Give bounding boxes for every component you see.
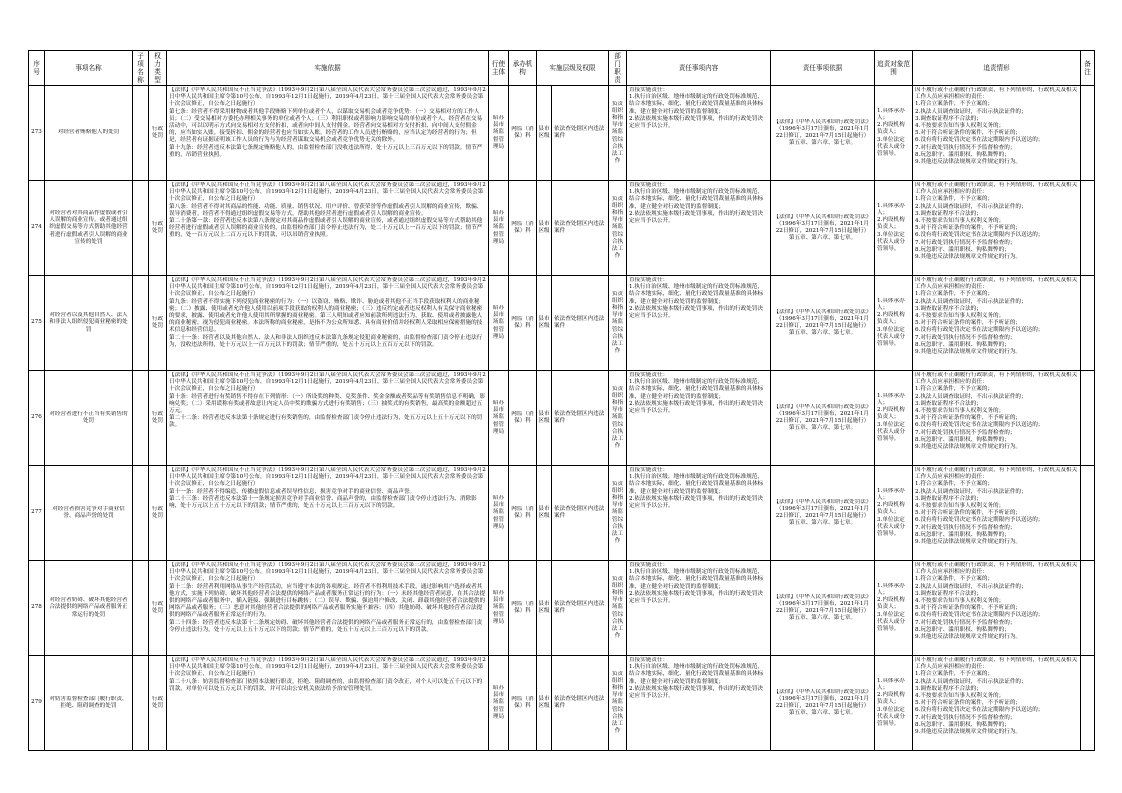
cell-circumstance: [913, 656, 1081, 751]
cell-sub-item: [133, 86, 149, 181]
cell-target-text: 1.具体承办人； 2.内设机构负责人； 3.单位法定代表人或分管领导。: [877, 677, 905, 727]
cell-resp-content-text: 直接实施责任： 1.执行自治区级、地州市级制定的行政处罚标准规范，结合本地实际，细化、量化行政处罚裁量基准的具体标准，建立健全对行政处罚的监督制度； 2.依法依规实施本级行政处罚事项，作出的行政处罚决定应当予以公开。: [629, 657, 764, 700]
cell-sub-item: [133, 656, 149, 751]
cell-basis-text: 【法律】《中华人民共和国反不正当竞争法》（1993年9月2日第八届全国人民代表大会常务委员会第三次会议通过，1993年9月2日中华人民共和国主席令第10号公布，自1993年12月1日起施行，2019年4月23日，第十三届全国人民代表大会常务委员会第十次会议修正，自公布之日起施行） 第十二条：经营者利用网络从事生产经营活动，应当遵守本法的各项规定。经营者不得利用技术手段，通过影响用户选择或者其他方式，实施下列妨碍、破坏其他经营者合法提供的网络产品或者服务正常运行的行为：（一）未经其他经营者同意，在其合法提供的网络产品或者服务中，插入链接、强制进行目标跳转；（二）误导、欺骗、强迫用户修改、关闭、卸载其他经营者合法提供的网络产品或者服务；（三）恶意对其他经营者合法提供的网络产品或者服务实施不兼容；（四）其他妨碍、破坏其他经营者合法提供的网络产品或者服务正常运行的行为。 第二十四条：经营者违反本法第十二条规定妨碍、破坏其他经营者合法提供的网络产品或者服务正常运行的，由监督检查部门责令停止违法行为，处十万元以上五十万元以下的罚款；情节严重的，处五十万元以上三百万元以下的罚款。: [169, 562, 486, 633]
cell-level: [537, 276, 609, 371]
table-row: [29, 276, 1095, 371]
cell-subject-text: 昭苏县市场监督管理局: [492, 209, 505, 245]
cell-power-type: [149, 371, 167, 466]
table-row: [29, 656, 1095, 751]
cell-basis: [167, 656, 489, 751]
cell-dept-duty: [609, 466, 627, 561]
cell-level: [537, 656, 609, 751]
responsibility-table: [28, 50, 1095, 751]
cell-seq-text: 275: [31, 319, 42, 326]
cell-subject: [489, 561, 509, 656]
cell-power-type-text: 行政处罚: [151, 410, 164, 424]
cell-power-type-text: 行政处罚: [151, 505, 164, 519]
cell-subject: [489, 656, 509, 751]
cell-subject-text: 昭苏县市场监督管理局: [492, 494, 505, 530]
cell-dept-duty: [609, 86, 627, 181]
cell-dept-duty: [609, 656, 627, 751]
level-scope: 依法查处辖区内违法案件: [554, 695, 605, 709]
cell-resp-content: [627, 181, 771, 276]
cell-dept-duty-text: 负责组织和指导市场监管综合执法工作: [611, 385, 624, 450]
cell-level: [537, 181, 609, 276]
cell-circumstance: [913, 276, 1081, 371]
cell-power-type: [149, 181, 167, 276]
table-row: [29, 371, 1095, 466]
header-name: 事项名称: [45, 51, 133, 86]
header-basis: 实施依据: [167, 51, 489, 86]
cell-target-text: 1.具体承办人； 2.内设机构负责人； 3.单位法定代表人或分管领导。: [877, 297, 905, 347]
cell-subject-text: 昭苏县市场监督管理局: [492, 114, 505, 150]
cell-resp-content: [627, 466, 771, 561]
cell-circumstance: [913, 371, 1081, 466]
cell-dept-duty-text: 负责组织和指导市场监管综合执法工作: [611, 480, 624, 545]
header-target: 追责对象范围: [875, 51, 913, 86]
header-power-type: 权力类型: [149, 51, 167, 86]
cell-remark: [1081, 276, 1095, 371]
cell-basis-text: 【法律】《中华人民共和国反不正当竞争法》（1993年9月2日第八届全国人民代表大会常务委员会第三次会议通过，1993年9月2日中华人民共和国主席令第10号公布，自1993年12月1日起施行，2019年4月23日，第十三届全国人民代表大会常务委员会第十次会议修正，自公布之日起施行） 第十一条：经营者不得编造、传播虚假信息或者误导性信息，损害竞争对手的商业信誉、商品声誉。 第二十三条：经营者违反本法第十一条规定损害竞争对手商业信誉、商品声誉的，由监督检查部门责令停止违法行为、消除影响，处十万元以上五十万元以下的罚款；情节严重的，处五十万元以上三百万元以下的罚款。: [169, 467, 486, 510]
cell-power-type: [149, 656, 167, 751]
cell-seq-text: 279: [31, 699, 42, 706]
cell-remark: [1081, 656, 1095, 751]
level-scope: 依法查处辖区内违法案件: [554, 600, 605, 614]
cell-target-text: 1.具体承办人； 2.内设机构负责人； 3.单位法定代表人或分管领导。: [877, 582, 905, 632]
level-scope: 依法查处辖区内违法案件: [554, 125, 605, 139]
cell-item-name-text: 对经营者对其商品作虚假或者引人误解的商业宣传，或者通过组织虚假交易等方式帮助其他经营者进行虚假或者引人误解的商业宣传的处罚: [49, 209, 128, 245]
cell-circumstance-text: 因不履行或不正确履行行政职责，有下列情形的，行政机关及相关工作人员应承担相应的责任： 1.符合立案条件，不予立案的； 2.执法人员调查取证时，不出示执法证件的； 3.调查取证程序不合法的； 4.不按要求告知当事人权利义务的； 5.对于符合听证条件的案件，不予听证的； 6.没有将行政处罚决定书在法定期限内予以送达的； 7.对行政处罚执行情况不予监督检查的； 8.玩忽职守、滥用职权、徇私舞弊的； 9.其他违反法律法规规章文件规定的行为。: [915, 657, 1078, 736]
cell-resp-basis: [771, 86, 875, 181]
cell-target-text: 1.具体承办人； 2.内设机构负责人； 3.单位法定代表人或分管领导。: [877, 392, 905, 442]
cell-remark: [1081, 181, 1095, 276]
level-scope: 依法查处辖区内违法案件: [554, 410, 605, 424]
cell-resp-basis-text: 【法律】《中华人民共和国行政处罚法》（1996年3月17日颁布，2021年1月22日修订，2021年7月15日起施行） 第五章、第六章、第七章。: [773, 593, 872, 622]
cell-dept-duty-text: 负责组织和指导市场监管综合执法工作: [611, 195, 624, 260]
cell-resp-basis: [771, 181, 875, 276]
cell-org-text: 网监（消保）科: [511, 505, 534, 519]
cell-resp-basis: [771, 656, 875, 751]
cell-dept-duty-text: 负责组织和指导市场监管综合执法工作: [611, 575, 624, 640]
header-level: 实施层级及权限: [537, 51, 609, 86]
level-code: 县市区级: [537, 466, 552, 560]
header-circumstance: 追责情形: [913, 51, 1081, 86]
cell-subject-text: 昭苏县市场监督管理局: [492, 684, 505, 720]
cell-seq-text: 273: [31, 129, 42, 136]
cell-item-name: [45, 561, 133, 656]
cell-seq: [29, 656, 45, 751]
cell-remark: [1081, 371, 1095, 466]
cell-power-type: [149, 276, 167, 371]
cell-resp-content: [627, 371, 771, 466]
cell-item-name-text: 对妨害监督检查部门履行职责，拒绝、阻碍调查的处罚: [49, 695, 128, 709]
cell-level: [537, 561, 609, 656]
cell-circumstance-text: 因不履行或不正确履行行政职责，有下列情形的，行政机关及相关工作人员应承担相应的责任： 1.符合立案条件，不予立案的； 2.执法人员调查取证时，不出示执法证件的； 3.调查取证程序不合法的； 4.不按要求告知当事人权利义务的； 5.对于符合听证条件的案件，不予听证的； 6.没有将行政处罚决定书在法定期限内予以送达的； 7.对行政处罚执行情况不予监督检查的； 8.玩忽职守、滥用职权、徇私舞弊的； 9.其他违反法律法规规章文件规定的行为。: [915, 467, 1078, 546]
cell-resp-basis-text: 【法律】《中华人民共和国行政处罚法》（1996年3月17日颁布，2021年1月22日修订，2021年7月15日起施行） 第五章、第六章、第七章。: [773, 688, 872, 717]
level-code: 县市区级: [537, 561, 552, 655]
cell-resp-basis-text: 【法律】《中华人民共和国行政处罚法》（1996年3月17日颁布，2021年1月22日修订，2021年7月15日起施行） 第五章、第六章、第七章。: [773, 213, 872, 242]
cell-target-text: 1.具体承办人； 2.内设机构负责人； 3.单位法定代表人或分管领导。: [877, 202, 905, 252]
cell-power-type-text: 行政处罚: [151, 220, 164, 234]
cell-circumstance-text: 因不履行或不正确履行行政职责，有下列情形的，行政机关及相关工作人员应承担相应的责任： 1.符合立案条件，不予立案的； 2.执法人员调查取证时，不出示执法证件的； 3.调查取证程序不合法的； 4.不按要求告知当事人权利义务的； 5.对于符合听证条件的案件，不予听证的； 6.没有将行政处罚决定书在法定期限内予以送达的； 7.对行政处罚执行情况不予监督检查的； 8.玩忽职守、滥用职权、徇私舞弊的； 9.其他违反法律法规规章文件规定的行为。: [915, 372, 1078, 451]
cell-item-name: [45, 371, 133, 466]
cell-org: [509, 181, 537, 276]
cell-resp-basis: [771, 561, 875, 656]
table-row: [29, 561, 1095, 656]
cell-org-text: 网监（消保）科: [511, 220, 534, 234]
cell-basis: [167, 561, 489, 656]
table-row: [29, 181, 1095, 276]
cell-basis: [167, 181, 489, 276]
cell-basis-text: 【法律】《中华人民共和国反不正当竞争法》（1993年9月2日第八届全国人民代表大会常务委员会第三次会议通过，1993年9月2日中华人民共和国主席令第10号公布，自1993年12月1日起施行，2019年4月23日，第十三届全国人民代表大会常务委员会第十次会议修正，自公布之日起施行） 第八条：经营者不得对其商品的性能、功能、质量、销售状况、用户评价、曾获荣誉等作虚假或者引人误解的商业宣传，欺骗、误导消费者。经营者不得通过组织虚假交易等方式，帮助其他经营者进行虚假或者引人误解的商业宣传。 第二十条第一款：经营者违反本法第八条规定对其商品作虚假或者引人误解的商业宣传，或者通过组织虚假交易等方式帮助其他经营者进行虚假或者引人误解的商业宣传的，由监督检查部门责令停止违法行为，处二十万元以上一百万元以下的罚款；情节严重的，处一百万元以上二百万元以下的罚款，可以吊销营业执照。: [169, 182, 486, 239]
cell-seq: [29, 276, 45, 371]
cell-dept-duty-text: 负责组织和指导市场监管综合执法工作: [611, 290, 624, 355]
cell-subject: [489, 466, 509, 561]
cell-seq: [29, 181, 45, 276]
cell-dept-duty-text: 负责组织和指导市场监管综合执法工作: [611, 670, 624, 735]
cell-item-name-text: 对经营者以及其他自然人、法人和非法人组织侵犯商业秘密的处罚: [49, 312, 128, 333]
header-dept-duty: 部门职责: [609, 51, 627, 86]
cell-item-name: [45, 466, 133, 561]
cell-dept-duty: [609, 371, 627, 466]
cell-sub-item: [133, 561, 149, 656]
cell-circumstance: [913, 466, 1081, 561]
cell-subject-text: 昭苏县市场监督管理局: [492, 304, 505, 340]
cell-sub-item: [133, 371, 149, 466]
cell-circumstance-text: 因不履行或不正确履行行政职责，有下列情形的，行政机关及相关工作人员应承担相应的责任： 1.符合立案条件，不予立案的； 2.执法人员调查取证时，不出示执法证件的； 3.调查取证程序不合法的； 4.不按要求告知当事人权利义务的； 5.对于符合听证条件的案件，不予听证的； 6.没有将行政处罚决定书在法定期限内予以送达的； 7.对行政处罚执行情况不予监督检查的； 8.玩忽职守、滥用职权、徇私舞弊的； 9.其他违反法律法规规章文件规定的行为。: [915, 182, 1078, 261]
cell-seq: [29, 86, 45, 181]
cell-target: [875, 656, 913, 751]
cell-resp-basis-text: 【法律】《中华人民共和国行政处罚法》（1996年3月17日颁布，2021年1月22日修订，2021年7月15日起施行） 第五章、第六章、第七章。: [773, 403, 872, 432]
cell-level: [537, 86, 609, 181]
cell-resp-content-text: 直接实施责任： 1.执行自治区级、地州市级制定的行政处罚标准规范，结合本地实际，细化、量化行政处罚裁量基准的具体标准，建立健全对行政处罚的监督制度； 2.依法依规实施本级行政处罚事项，作出的行政处罚决定应当予以公开。: [629, 562, 764, 605]
cell-resp-content-text: 直接实施责任： 1.执行自治区级、地州市级制定的行政处罚标准规范，结合本地实际，细化、量化行政处罚裁量基准的具体标准，建立健全对行政处罚的监督制度； 2.依法依规实施本级行政处罚事项，作出的行政处罚决定应当予以公开。: [629, 182, 764, 225]
cell-target-text: 1.具体承办人； 2.内设机构负责人； 3.单位法定代表人或分管领导。: [877, 107, 905, 157]
cell-power-type-text: 行政处罚: [151, 600, 164, 614]
cell-target: [875, 466, 913, 561]
cell-seq: [29, 561, 45, 656]
cell-resp-basis-text: 【法律】《中华人民共和国行政处罚法》（1996年3月17日颁布，2021年1月22日修订，2021年7月15日起施行） 第五章、第六章、第七章。: [773, 118, 872, 147]
cell-org: [509, 656, 537, 751]
cell-seq-text: 276: [31, 414, 42, 421]
cell-item-name-text: 对经营者进行不正当有奖销售的处罚: [49, 410, 128, 424]
cell-basis: [167, 276, 489, 371]
level-code: 县市区级: [537, 656, 552, 750]
header-row: [29, 51, 1095, 86]
table-body: [29, 86, 1095, 751]
cell-resp-content: [627, 86, 771, 181]
header-resp-content: 责任事项内容: [627, 51, 771, 86]
cell-basis: [167, 86, 489, 181]
cell-resp-basis-text: 【法律】《中华人民共和国行政处罚法》（1996年3月17日颁布，2021年1月22日修订，2021年7月15日起施行） 第五章、第六章、第七章。: [773, 308, 872, 337]
level-code: 县市区级: [537, 371, 552, 465]
cell-resp-basis-text: 【法律】《中华人民共和国行政处罚法》（1996年3月17日颁布，2021年1月22日修订，2021年7月15日起施行） 第五章、第六章、第七章。: [773, 498, 872, 527]
cell-org: [509, 466, 537, 561]
header-seq: 序号: [29, 51, 45, 86]
table-row: [29, 466, 1095, 561]
cell-target: [875, 86, 913, 181]
cell-sub-item: [133, 466, 149, 561]
header-remark: 备注: [1081, 51, 1095, 86]
cell-seq: [29, 466, 45, 561]
cell-power-type-text: 行政处罚: [151, 695, 164, 709]
cell-target-text: 1.具体承办人； 2.内设机构负责人； 3.单位法定代表人或分管领导。: [877, 487, 905, 537]
cell-target: [875, 371, 913, 466]
cell-subject: [489, 276, 509, 371]
level-code: 县市区级: [537, 86, 552, 180]
cell-remark: [1081, 561, 1095, 656]
cell-dept-duty: [609, 181, 627, 276]
table-row: [29, 86, 1095, 181]
cell-power-type: [149, 466, 167, 561]
cell-resp-content-text: 直接实施责任： 1.执行自治区级、地州市级制定的行政处罚标准规范，结合本地实际，细化、量化行政处罚裁量基准的具体标准，建立健全对行政处罚的监督制度； 2.依法依规实施本级行政处罚事项，作出的行政处罚决定应当予以公开。: [629, 87, 764, 130]
header-org: 承办机构: [509, 51, 537, 86]
cell-power-type-text: 行政处罚: [151, 315, 164, 329]
cell-seq-text: 278: [31, 604, 42, 611]
cell-basis: [167, 466, 489, 561]
cell-level: [537, 466, 609, 561]
cell-resp-content: [627, 276, 771, 371]
cell-org: [509, 86, 537, 181]
cell-subject-text: 昭苏县市场监督管理局: [492, 589, 505, 625]
cell-org-text: 网监（消保）科: [511, 695, 534, 709]
cell-resp-basis: [771, 276, 875, 371]
cell-item-name-text: 对经营者损害竞争对手商业信誉、商品声誉的处罚: [52, 505, 125, 519]
cell-subject: [489, 86, 509, 181]
cell-basis-text: 【法律】《中华人民共和国反不正当竞争法》（1993年9月2日第八届全国人民代表大会常务委员会第三次会议通过，1993年9月2日中华人民共和国主席令第10号公布，自1993年12月1日起施行，2019年4月23日，第十三届全国人民代表大会常务委员会第十次会议修正，自公布之日起施行） 第七条：经营者不得采用财物或者其他手段贿赂下列单位或者个人，以谋取交易机会或者竞争优势：（一）交易相对方的工作人员；（二）受交易相对方委托办理相关事务的单位或者个人；（三）利用职权或者影响力影响交易的单位或者个人。经营者在交易活动中，可以以明示方式向交易相对方支付折扣，或者向中间人支付佣金。经营者向交易相对方支付折扣、向中间人支付佣金的，应当如实入账。接受折扣、佣金的经营者也应当如实入账。经营者的工作人员进行贿赂的，应当认定为经营者的行为；但是，经营者有证据证明该工作人员的行为与为经营者谋取交易机会或者竞争优势无关的除外。 第十九条：经营者违反本法第七条规定贿赂他人的，由监督检查部门没收违法所得，处十万元以上三百万元以下的罚款。情节严重的，吊销营业执照。: [169, 87, 486, 158]
cell-item-name: [45, 181, 133, 276]
level-scope: 依法查处辖区内违法案件: [554, 220, 605, 234]
level-code: 县市区级: [537, 276, 552, 370]
cell-basis-text: 【法律】《中华人民共和国反不正当竞争法》（1993年9月2日第八届全国人民代表大会常务委员会第三次会议通过，1993年9月2日中华人民共和国主席令第10号公布，自1993年12月1日起施行，2019年4月23日，第十三届全国人民代表大会常务委员会第十次会议修正，自公布之日起施行） 第十条：经营者进行有奖销售不得存在下列情形：（一）所设奖的种类、兑奖条件、奖金金额或者奖品等有奖销售信息不明确，影响兑奖；（二）采用谎称有奖或者故意让内定人员中奖的欺骗方式进行有奖销售；（三）抽奖式的有奖销售，最高奖的金额超过五万元。 第二十二条：经营者违反本法第十条规定进行有奖销售的，由监督检查部门责令停止违法行为，处五万元以上五十万元以下的罚款。: [169, 372, 486, 429]
cell-org: [509, 561, 537, 656]
cell-remark: [1081, 466, 1095, 561]
cell-item-name-text: 对经营者贿赂他人的处罚: [57, 129, 120, 136]
cell-level: [537, 371, 609, 466]
cell-power-type: [149, 561, 167, 656]
header-subject: 行使主体: [489, 51, 509, 86]
cell-circumstance-text: 因不履行或不正确履行行政职责，有下列情形的，行政机关及相关工作人员应承担相应的责任： 1.符合立案条件，不予立案的； 2.执法人员调查取证时，不出示执法证件的； 3.调查取证程序不合法的； 4.不按要求告知当事人权利义务的； 5.对于符合听证条件的案件，不予听证的； 6.没有将行政处罚决定书在法定期限内予以送达的； 7.对行政处罚执行情况不予监督检查的； 8.玩忽职守、滥用职权、徇私舞弊的； 9.其他违反法律法规规章文件规定的行为。: [915, 87, 1078, 166]
cell-seq-text: 274: [31, 224, 42, 231]
cell-target: [875, 181, 913, 276]
cell-sub-item: [133, 181, 149, 276]
cell-circumstance: [913, 561, 1081, 656]
header-resp-basis: 责任事项依据: [771, 51, 875, 86]
cell-power-type: [149, 86, 167, 181]
cell-subject: [489, 371, 509, 466]
cell-basis-text: 【法律】《中华人民共和国反不正当竞争法》（1993年9月2日第八届全国人民代表大会常务委员会第三次会议通过，1993年9月2日中华人民共和国主席令第10号公布，自1993年12月1日起施行，2019年4月23日，第十三届全国人民代表大会常务委员会第十次会议修正，自公布之日起施行） 第九条：经营者不得实施下列侵犯商业秘密的行为：（一）以盗窃、贿赂、欺诈、胁迫或者其他不正当手段获取权利人的商业秘密；（二）披露、使用或者允许他人使用以前项手段获取的权利人的商业秘密；（三）违反约定或者违反权利人有关保守商业秘密的要求，披露、使用或者允许他人使用其所掌握的商业秘密。第三人明知或者应知前款所列违法行为，获取、使用或者披露他人的商业秘密，视为侵犯商业秘密。本法所称的商业秘密，是指不为公众所知悉、具有商业价值并经权利人采取相应保密措施的技术信息和经营信息。 第二十一条：经营者以及其他自然人、法人和非法人组织违反本法第九条规定侵犯商业秘密的，由监督检查部门责令停止违法行为，没收违法所得，处十万元以上一百万元以下的罚款；情节严重的，处五十万元以上五百万元以下的罚款。: [169, 277, 486, 348]
cell-item-name: [45, 276, 133, 371]
cell-circumstance-text: 因不履行或不正确履行行政职责，有下列情形的，行政机关及相关工作人员应承担相应的责任： 1.符合立案条件，不予立案的； 2.执法人员调查取证时，不出示执法证件的； 3.调查取证程序不合法的； 4.不按要求告知当事人权利义务的； 5.对于符合听证条件的案件，不予听证的； 6.没有将行政处罚决定书在法定期限内予以送达的； 7.对行政处罚执行情况不予监督检查的； 8.玩忽职守、滥用职权、徇私舞弊的； 9.其他违反法律法规规章文件规定的行为。: [915, 277, 1078, 356]
cell-seq: [29, 371, 45, 466]
cell-sub-item: [133, 276, 149, 371]
cell-power-type-text: 行政处罚: [151, 125, 164, 139]
cell-basis-text: 【法律】《中华人民共和国反不正当竞争法》（1993年9月2日第八届全国人民代表大会常务委员会第三次会议通过，1993年9月2日中华人民共和国主席令第10号公布，自1993年12月1日起施行，2019年4月23日，第十三届全国人民代表大会常务委员会第十次会议修正，自公布之日起施行） 第二十八条：妨害监督检查部门依照本法履行职责，拒绝、阻碍调查的，由监督检查部门责令改正，对个人可以处五千元以下的罚款，对单位可以处五万元以下的罚款，并可以由公安机关依法给予治安管理处罚。: [169, 657, 486, 692]
level-scope: 依法查处辖区内违法案件: [554, 505, 605, 519]
cell-org: [509, 276, 537, 371]
cell-resp-content: [627, 656, 771, 751]
cell-item-name-text: 对经营者妨碍、破坏其他经营者合法提供的网络产品或者服务正常运行的处罚: [49, 597, 128, 618]
cell-resp-basis: [771, 371, 875, 466]
cell-circumstance: [913, 86, 1081, 181]
cell-dept-duty-text: 负责组织和指导市场监管综合执法工作: [611, 100, 624, 165]
cell-target: [875, 276, 913, 371]
cell-resp-basis: [771, 466, 875, 561]
cell-item-name: [45, 86, 133, 181]
header-sub: 子项名称: [133, 51, 149, 86]
cell-org-text: 网监（消保）科: [511, 410, 534, 424]
cell-resp-content: [627, 561, 771, 656]
cell-target: [875, 561, 913, 656]
cell-remark: [1081, 86, 1095, 181]
cell-org: [509, 371, 537, 466]
cell-org-text: 网监（消保）科: [511, 315, 534, 329]
cell-dept-duty: [609, 561, 627, 656]
cell-basis: [167, 371, 489, 466]
cell-dept-duty: [609, 276, 627, 371]
cell-subject: [489, 181, 509, 276]
cell-resp-content-text: 直接实施责任： 1.执行自治区级、地州市级制定的行政处罚标准规范，结合本地实际，细化、量化行政处罚裁量基准的具体标准，建立健全对行政处罚的监督制度； 2.依法依规实施本级行政处罚事项，作出的行政处罚决定应当予以公开。: [629, 467, 764, 510]
cell-seq-text: 277: [31, 509, 42, 516]
cell-resp-content-text: 直接实施责任： 1.执行自治区级、地州市级制定的行政处罚标准规范，结合本地实际，细化、量化行政处罚裁量基准的具体标准，建立健全对行政处罚的监督制度； 2.依法依规实施本级行政处罚事项，作出的行政处罚决定应当予以公开。: [629, 277, 764, 320]
cell-org-text: 网监（消保）科: [511, 125, 534, 139]
cell-circumstance-text: 因不履行或不正确履行行政职责，有下列情形的，行政机关及相关工作人员应承担相应的责任： 1.符合立案条件，不予立案的； 2.执法人员调查取证时，不出示执法证件的； 3.调查取证程序不合法的； 4.不按要求告知当事人权利义务的； 5.对于符合听证条件的案件，不予听证的； 6.没有将行政处罚决定书在法定期限内予以送达的； 7.对行政处罚执行情况不予监督检查的； 8.玩忽职守、滥用职权、徇私舞弊的； 9.其他违反法律法规规章文件规定的行为。: [915, 562, 1078, 641]
cell-item-name: [45, 656, 133, 751]
level-scope: 依法查处辖区内违法案件: [554, 315, 605, 329]
cell-circumstance: [913, 181, 1081, 276]
cell-resp-content-text: 直接实施责任： 1.执行自治区级、地州市级制定的行政处罚标准规范，结合本地实际，细化、量化行政处罚裁量基准的具体标准，建立健全对行政处罚的监督制度； 2.依法依规实施本级行政处罚事项，作出的行政处罚决定应当予以公开。: [629, 372, 764, 415]
cell-subject-text: 昭苏县市场监督管理局: [492, 399, 505, 435]
cell-org-text: 网监（消保）科: [511, 600, 534, 614]
level-code: 县市区级: [537, 181, 552, 275]
